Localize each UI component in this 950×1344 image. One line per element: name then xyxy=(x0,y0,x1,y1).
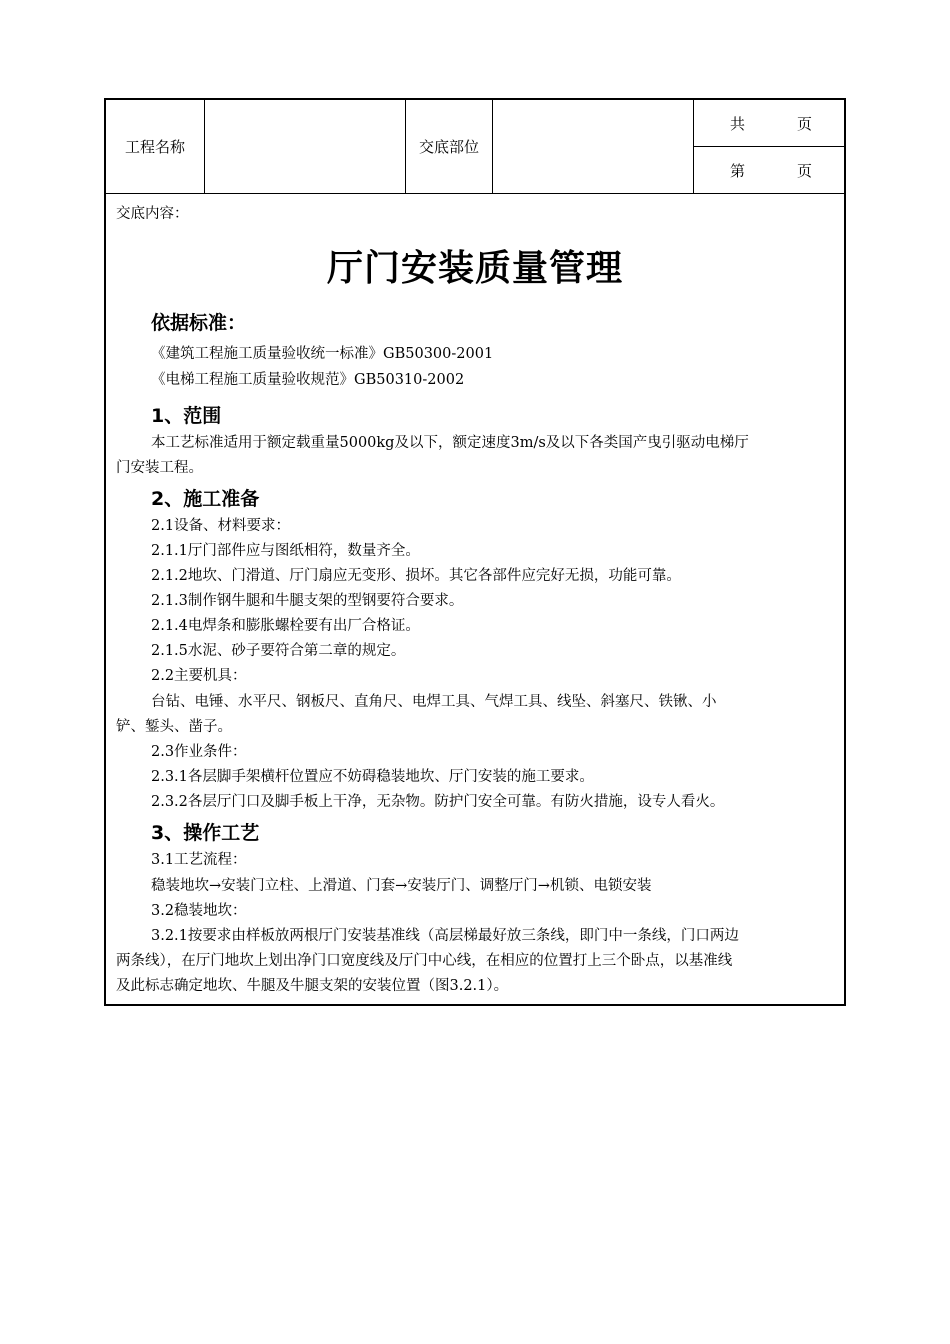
form-header xyxy=(106,100,844,194)
standard-item: 《建筑工程施工质量验收统一标准》GB50300-2001 xyxy=(151,346,494,362)
list-item: 稳装地坎→安装门立柱、上滑道、门套→安装厅门、调整厅门→机锁、电锁安装 xyxy=(151,878,652,894)
paragraph-line: 铲、錾头、凿子。 xyxy=(116,719,232,735)
list-item: 3.1工艺流程： xyxy=(151,852,247,868)
list-item: 2.1.1厅门部件应与图纸相符，数量齐全。 xyxy=(151,543,420,559)
paragraph-line: 门安装工程。 xyxy=(116,460,203,476)
total-pages-unit: 页 xyxy=(797,114,813,133)
paragraph-line: 及此标志确定地坎、牛腿及牛腿支架的安装位置（图3.2.1）。 xyxy=(116,978,509,994)
list-item: 2.1.5水泥、砂子要符合第二章的规定。 xyxy=(151,643,406,659)
list-item: 2.1.4电焊条和膨胀螺栓要有出厂合格证。 xyxy=(151,618,420,634)
document-title: 厅门安装质量管理 xyxy=(326,248,623,289)
page-number-unit: 页 xyxy=(797,161,813,180)
disclosure-form xyxy=(104,98,846,1006)
section-heading-preparation: 2、施工准备 xyxy=(151,488,260,510)
section-heading-scope: 1、范围 xyxy=(151,405,222,427)
list-item: 2.2主要机具： xyxy=(151,668,247,684)
paragraph-line: 3.2.1按要求由样板放两根厅门安装基准线（高层梯最好放三条线，即门中一条线，门口两边 xyxy=(151,928,739,944)
paragraph-line: 本工艺标准适用于额定载重量5000kg及以下，额定速度3m/s及以下各类国产曳引驱动电梯厅 xyxy=(151,435,749,451)
total-pages-label: 共 xyxy=(730,114,746,133)
page-number-label: 第 xyxy=(730,161,746,180)
paragraph-line: 台钻、电锤、水平尺、钢板尺、直角尺、电焊工具、气焊工具、线坠、斜塞尺、铁锹、小 xyxy=(151,694,717,710)
intro-label: 交底内容： xyxy=(116,206,189,222)
location-label: 交底部位 xyxy=(418,138,479,156)
project-name-value xyxy=(205,100,405,193)
list-item: 2.1.2地坎、门滑道、厅门扇应无变形、损坏。其它各部件应完好无损，功能可靠。 xyxy=(151,568,681,584)
section-heading-process: 3、操作工艺 xyxy=(151,822,260,844)
standard-item: 《电梯工程施工质量验收规范》GB50310-2002 xyxy=(151,372,465,388)
list-item: 2.1设备、材料要求： xyxy=(151,518,291,534)
project-name-label: 工程名称 xyxy=(124,138,185,156)
list-item: 2.1.3制作钢牛腿和牛腿支架的型钢要符合要求。 xyxy=(151,593,464,609)
total-pages xyxy=(694,100,844,146)
basis-heading: 依据标准： xyxy=(151,312,247,334)
list-item: 2.3作业条件： xyxy=(151,744,247,760)
page-number xyxy=(694,147,844,193)
list-item: 2.3.1各层脚手架横杆位置应不妨碍稳装地坎、厅门安装的施工要求。 xyxy=(151,769,594,785)
list-item: 3.2稳装地坎： xyxy=(151,903,247,919)
location-value xyxy=(493,100,693,193)
list-item: 2.3.2各层厅门口及脚手板上干净，无杂物。防护门安全可靠。有防火措施，设专人看火。 xyxy=(151,794,725,810)
paragraph-line: 两条线），在厅门地坎上划出净门口宽度线及厅门中心线，在相应的位置打上三个卧点，以基准线 xyxy=(116,953,733,969)
